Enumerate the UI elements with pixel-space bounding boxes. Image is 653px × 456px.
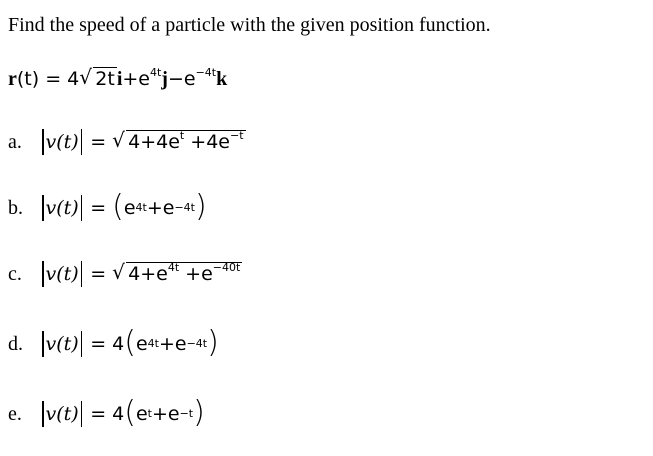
choice-letter: d.	[8, 333, 23, 355]
abs-bar-left	[42, 195, 44, 221]
choice-formula	[40, 258, 242, 290]
exponent: t	[179, 129, 185, 142]
choice-letter: c.	[8, 263, 22, 285]
abs-bar-left	[42, 261, 44, 287]
sqrt-expression	[112, 126, 245, 158]
question-text: Find the speed of a particle with the given position function.	[8, 14, 491, 36]
equals-sign: =	[90, 263, 107, 285]
choice-e[interactable]	[0, 394, 653, 444]
term: +e	[151, 403, 180, 425]
choice-letter: b.	[8, 197, 23, 219]
paren-right: )	[195, 189, 207, 224]
choice-formula: v(t) = 4 ( e t +e −t )	[40, 398, 205, 430]
abs-bar-right	[81, 195, 83, 221]
choice-formula: v(t) = 4 ( e 4t +e −4t )	[40, 328, 219, 360]
abs-bar-right	[81, 331, 83, 357]
paren-left: (	[112, 189, 124, 224]
abs-bar-right	[81, 401, 83, 427]
exponent: −40t	[212, 261, 241, 274]
term: e	[135, 333, 148, 355]
term: 4+e	[128, 263, 168, 285]
abs-bar-left	[42, 129, 44, 155]
speed-symbol: v(t)	[45, 263, 79, 285]
paren-left: (	[124, 395, 136, 430]
term: +e	[158, 333, 187, 355]
coefficient: 4	[112, 403, 125, 425]
coefficient: 4	[112, 333, 125, 355]
radicand-2t: 2t	[95, 68, 115, 90]
abs-bar-right	[81, 261, 83, 287]
exponent: −t	[230, 129, 244, 142]
equals-sign: =	[90, 131, 107, 153]
abs-bar-left	[42, 331, 44, 357]
equals-sign: =	[90, 197, 107, 219]
abs-bar-right	[81, 129, 83, 155]
k-unit: k	[216, 68, 228, 90]
i-unit: i	[116, 68, 123, 90]
term: 4+4e	[128, 131, 180, 153]
speed-symbol: v(t)	[45, 197, 79, 219]
speed-symbol: v(t)	[45, 131, 79, 153]
speed-symbol: v(t)	[45, 333, 79, 355]
equals-sign: =	[90, 403, 107, 425]
abs-bar-left	[42, 401, 44, 427]
term: +e	[179, 263, 213, 285]
choice-letter: e.	[8, 403, 22, 425]
position-arg: (t) = 4	[16, 68, 80, 90]
choice-d[interactable]	[0, 324, 653, 374]
paren-right: )	[193, 395, 205, 430]
choice-formula: v(t) = ( e 4t +e −4t )	[40, 192, 207, 224]
speed-symbol: v(t)	[45, 403, 79, 425]
term: +4e	[184, 131, 230, 153]
choice-letter: a.	[8, 131, 22, 153]
choice-c[interactable]	[0, 254, 653, 304]
sqrt-expression	[112, 258, 242, 290]
paren-right: )	[207, 325, 219, 360]
equals-sign: =	[90, 333, 107, 355]
term: e	[123, 197, 136, 219]
choice-formula	[40, 126, 246, 158]
term: +e	[146, 197, 175, 219]
minus-e: −e	[167, 68, 196, 90]
exponent-neg-4t: −4t	[195, 66, 217, 79]
position-function	[8, 64, 227, 94]
j-unit: j	[161, 68, 168, 90]
choice-b[interactable]	[0, 188, 653, 238]
paren-left: (	[124, 325, 136, 360]
exponent: 4t	[167, 261, 180, 274]
plus-e: +e	[122, 68, 150, 90]
choice-a[interactable]	[0, 122, 653, 172]
term: e	[135, 403, 148, 425]
r-vector: r	[8, 68, 17, 90]
exponent-4t: 4t	[149, 66, 162, 79]
sqrt-2t	[79, 64, 117, 94]
